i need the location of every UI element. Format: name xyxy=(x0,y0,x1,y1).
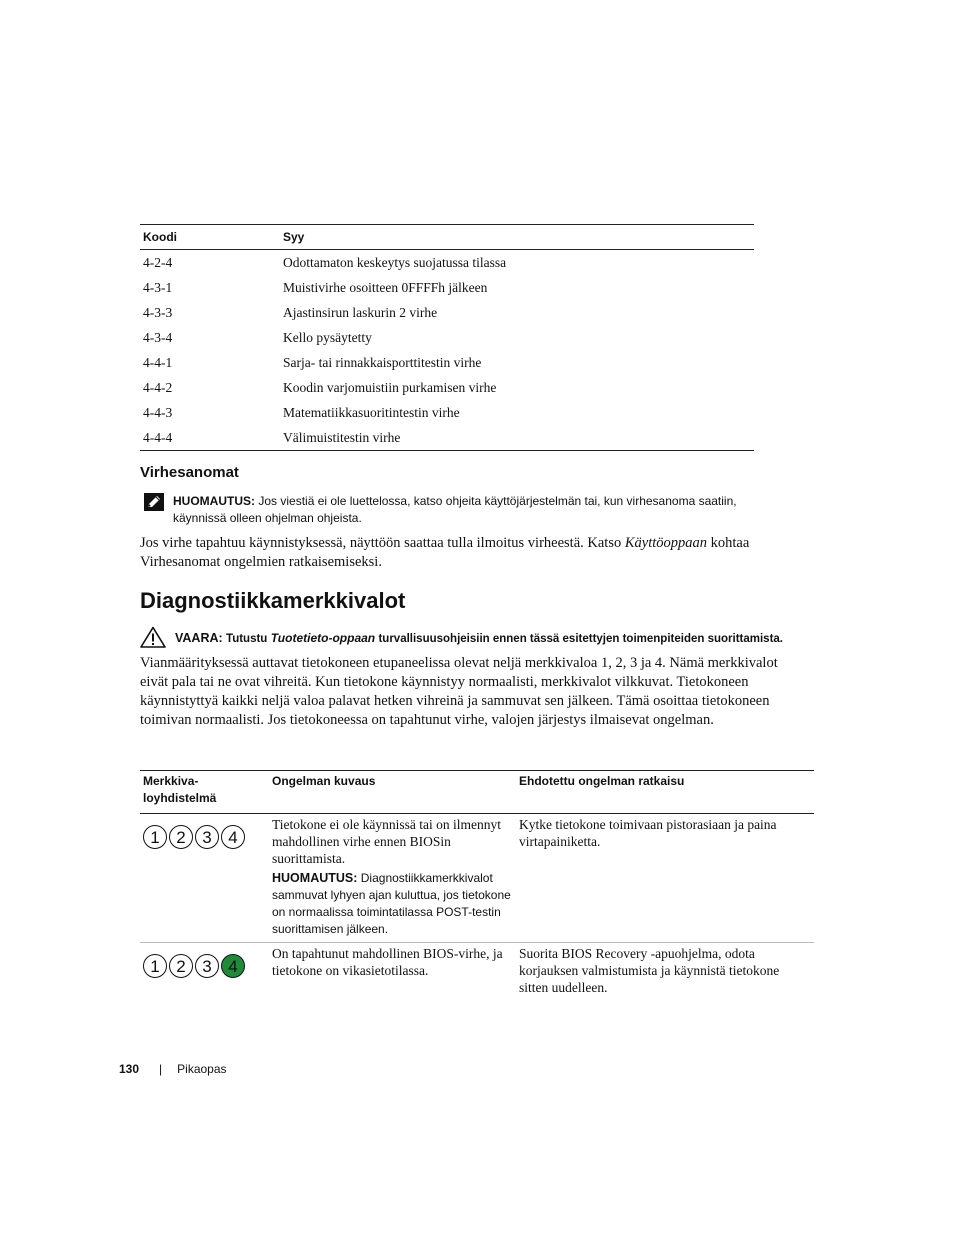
code-cell: 4-4-3 xyxy=(143,404,173,420)
led-indicator-3: 3 xyxy=(195,954,219,978)
problem-cell xyxy=(269,814,516,943)
solution-cell: Kytke tietokone toimivaan pistorasiaan ja paina virtapainiketta. xyxy=(516,814,814,943)
header-line: Merkkiva- xyxy=(143,774,199,788)
code-cell: 4-3-3 xyxy=(143,304,173,320)
footer-section-name: Pikaopas xyxy=(177,1062,227,1076)
problem-description: Tietokone ei ole käynnissä tai on ilmennyt mahdollinen virhe ennen BIOSin suorittamista. xyxy=(272,817,501,866)
table-header-row xyxy=(140,771,814,814)
note-body: Jos viestiä ei ole luettelossa, katso ohjeita käyttöjärjestelmän tai, kun virhesanoma saatiin, käynnissä olleen ohjelman ohjeista. xyxy=(173,494,737,525)
table-row xyxy=(140,250,754,276)
table-row xyxy=(140,814,814,943)
warning-text-post: turvallisuusohjeisiin ennen tässä esitettyjen toimenpiteiden suorittamista. xyxy=(378,633,783,645)
cause-cell: Välimuistitestin virhe xyxy=(280,425,754,451)
table-row xyxy=(140,425,754,451)
cause-cell: Odottamaton keskeytys suojatussa tilassa xyxy=(283,254,507,270)
section-heading-diagnostic-lights: Diagnostiikkamerkkivalot xyxy=(140,588,406,613)
led-group xyxy=(143,954,265,978)
column-header-cause: Syy xyxy=(280,225,754,250)
table-row xyxy=(140,325,754,350)
warning-label: VAARA: xyxy=(175,631,223,645)
column-header-code: Koodi xyxy=(140,225,280,250)
led-indicator-3: 3 xyxy=(195,825,219,849)
code-cell: 4-3-1 xyxy=(143,279,173,295)
section-heading-error-messages: Virhesanomat xyxy=(140,464,239,481)
led-indicator-1: 1 xyxy=(143,825,167,849)
note-label: HUOMAUTUS: xyxy=(272,871,358,885)
solution-cell: Suorita BIOS Recovery -apuohjelma, odota korjauksen valmistumista ja käynnistä tietokone sitten uudelleen. xyxy=(519,946,780,995)
cause-cell: Matematiikkasuoritintestin virhe xyxy=(283,404,460,420)
diagnostic-paragraph: Vianmäärityksessä auttavat tietokoneen etupaneelissa olevat neljä merkkivaloa 1, 2, 3 ja 4. Nämä merkkivalot eivät pala tai ne ovat vihreitä. Kun tietokone käynnistyy normaalisti, merkkivalot vilkkuvat. Tietokoneen käynnistyttyä kaikki neljä valoa palavat hetken vihreinä ja sammuvat sen jälkeen. Tämä osoittaa tietokoneen toimivan normaalisti. Jos tietokoneessa on tapahtunut virhe, valojen järjestys ilmaisevat ongelman. xyxy=(140,655,778,728)
note-label: HUOMAUTUS: xyxy=(173,494,255,508)
led-indicator-4-green: 4 xyxy=(221,954,245,978)
led-indicator-2: 2 xyxy=(169,954,193,978)
diagnostic-lights-table xyxy=(140,770,814,1000)
code-cell: 4-4-1 xyxy=(143,354,173,370)
cause-cell: Koodin varjomuistiin purkamisen virhe xyxy=(283,379,497,395)
led-group xyxy=(143,825,265,849)
warning-text-pre: Tutustu xyxy=(226,633,268,645)
paragraph-text: Jos virhe tapahtuu käynnistyksessä, näyttöön saattaa tulla ilmoitus virheestä. Katso xyxy=(140,535,622,551)
beep-code-table xyxy=(140,224,754,451)
cause-cell: Muistivirhe osoitteen 0FFFFh jälkeen xyxy=(283,279,488,295)
note-body: Diagnostiikkamerkkivalot sammuvat lyhyen ajan kuluttua, jos tietokone on normaalissa toimintatilassa POST-testin suorittamisen jälkeen. xyxy=(272,871,511,936)
code-cell: 4-4-4 xyxy=(140,425,280,451)
pencil-note-icon xyxy=(144,493,164,511)
led-indicator-2: 2 xyxy=(169,825,193,849)
warning-italic-ref: Tuotetieto-oppaan xyxy=(270,631,376,645)
table-header-row xyxy=(140,225,754,250)
column-header-problem: Ongelman kuvaus xyxy=(269,771,516,814)
warning-text xyxy=(175,630,825,647)
problem-description: On tapahtunut mahdollinen BIOS-virhe, ja tietokone on vikasietotilassa. xyxy=(272,946,503,978)
header-line: loyhdistelmä xyxy=(143,791,217,805)
cause-cell: Ajastinsirun laskurin 2 virhe xyxy=(283,304,438,320)
problem-note xyxy=(272,870,512,938)
led-indicator-4: 4 xyxy=(221,825,245,849)
page-footer xyxy=(119,1062,227,1076)
led-indicator-1: 1 xyxy=(143,954,167,978)
error-messages-paragraph xyxy=(140,534,780,572)
cause-cell: Kello pysäytetty xyxy=(283,329,372,345)
table-row xyxy=(140,350,754,375)
problem-cell xyxy=(269,943,516,1001)
table-row xyxy=(140,943,814,1001)
code-cell: 4-4-2 xyxy=(143,379,173,395)
paragraph-italic-ref: Käyttöoppaan xyxy=(624,535,708,551)
led-pattern-cell xyxy=(140,943,269,1001)
code-cell: 4-3-4 xyxy=(143,329,173,345)
table-row xyxy=(140,400,754,425)
paragraph-text-end: kohtaa Virhesanomat ongelmien ratkaisemiseksi. xyxy=(140,535,750,570)
column-header-light-pattern xyxy=(140,771,269,814)
footer-separator: | xyxy=(159,1062,163,1076)
table-row xyxy=(140,300,754,325)
note-text xyxy=(173,493,793,527)
column-header-solution: Ehdotettu ongelman ratkaisu xyxy=(516,771,814,814)
led-pattern-cell xyxy=(140,814,269,943)
code-cell: 4-2-4 xyxy=(143,254,173,270)
table-row xyxy=(140,375,754,400)
page-number: 130 xyxy=(119,1062,140,1076)
warning-triangle-icon xyxy=(140,626,166,648)
table-row xyxy=(140,275,754,300)
cause-cell: Sarja- tai rinnakkaisporttitestin virhe xyxy=(283,354,482,370)
